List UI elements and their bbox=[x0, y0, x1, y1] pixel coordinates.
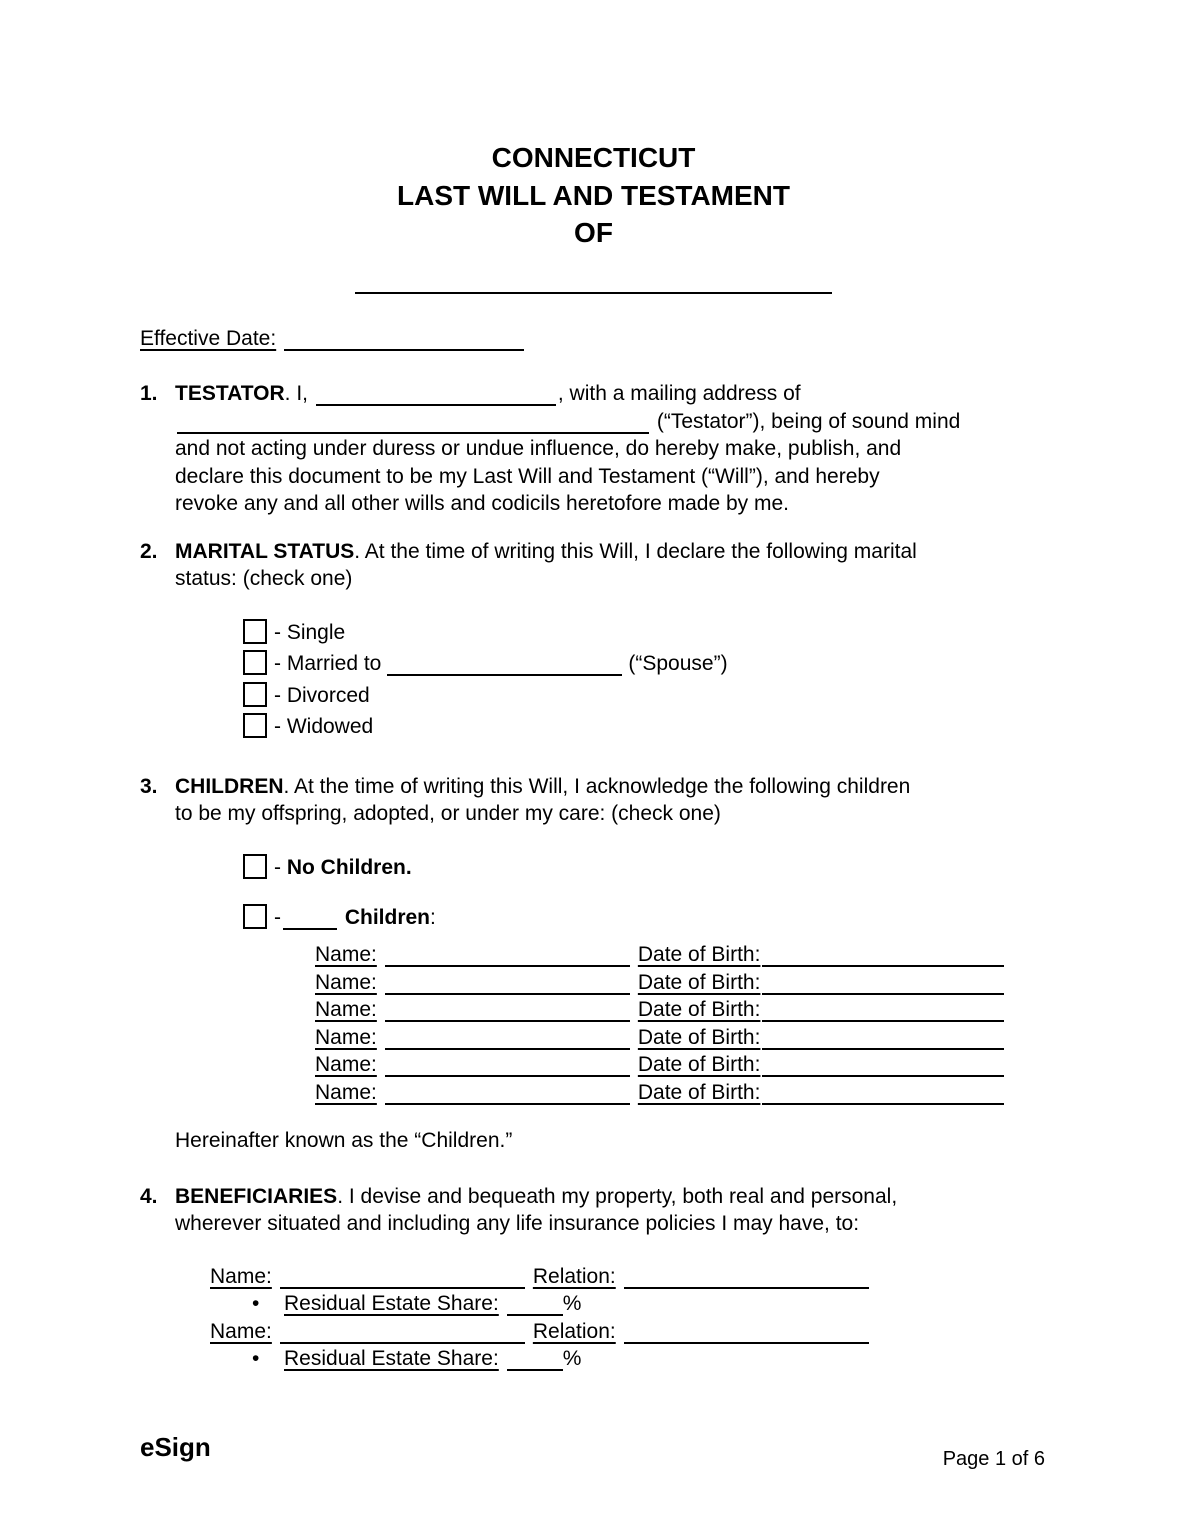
section-marital-status bbox=[140, 538, 1047, 743]
child-dob-label: Date of Birth: bbox=[637, 998, 761, 1022]
child-name-blank[interactable] bbox=[385, 945, 630, 967]
testator-line-5: revoke any and all other wills and codicils heretofore made by me. bbox=[175, 492, 789, 515]
beneficiary-name-label: Name: bbox=[210, 1264, 272, 1288]
residual-share-label: Residual Estate Share: bbox=[284, 1347, 499, 1371]
bullet-icon: • bbox=[252, 1292, 260, 1316]
option-label-spouse: (“Spouse”) bbox=[628, 652, 728, 676]
child-dob-label: Date of Birth: bbox=[637, 1025, 761, 1049]
section-testator-heading: TESTATOR bbox=[175, 382, 285, 405]
percent-sign: % bbox=[562, 1292, 582, 1316]
option-some-children bbox=[243, 902, 1047, 934]
child-dob-blank[interactable] bbox=[762, 1028, 1004, 1050]
some-children-label: Children bbox=[344, 906, 431, 930]
checkbox-some-children[interactable] bbox=[243, 904, 267, 929]
testator-line-3: and not acting under duress or undue influence, do hereby make, publish, and bbox=[175, 437, 902, 460]
testator-text-2: (“Testator”), being of sound mind bbox=[651, 409, 961, 433]
beneficiaries-text-1: . I devise and bequeath my property, both real and personal, bbox=[337, 1184, 898, 1208]
children-list bbox=[315, 941, 1047, 1106]
children-text-1: . At the time of writing this Will, I acknowledge the following children bbox=[283, 774, 911, 798]
title-line-state: CONNECTICUT bbox=[491, 142, 696, 173]
beneficiary-name-blank[interactable] bbox=[280, 1322, 525, 1344]
section-children bbox=[140, 773, 1047, 1155]
marital-line-1 bbox=[175, 538, 1047, 566]
effective-date-row bbox=[140, 325, 1047, 353]
section-children-number: 3. bbox=[140, 774, 158, 798]
child-name-blank[interactable] bbox=[385, 973, 630, 995]
page-number-indicator: Page 1 of 6 bbox=[942, 1448, 1045, 1470]
testator-address-blank[interactable] bbox=[177, 412, 649, 434]
marital-line-2: status: (check one) bbox=[175, 567, 353, 590]
testator-text-1a: . I, bbox=[284, 382, 314, 405]
beneficiary-relation-blank[interactable] bbox=[624, 1267, 869, 1289]
bullet-icon: • bbox=[252, 1347, 260, 1371]
children-hereinafter-note: Hereinafter known as the “Children.” bbox=[175, 1129, 513, 1153]
residual-share-blank[interactable] bbox=[507, 1349, 563, 1371]
child-dob-label: Date of Birth: bbox=[637, 1053, 761, 1077]
children-line-1 bbox=[175, 773, 1047, 801]
child-name-blank[interactable] bbox=[385, 1055, 630, 1077]
testator-name-inline-blank[interactable] bbox=[316, 384, 556, 406]
title-line-of: OF bbox=[574, 217, 613, 248]
beneficiary-1-row bbox=[210, 1263, 1047, 1291]
marital-option-single bbox=[243, 617, 1047, 649]
child-row-2 bbox=[315, 969, 1047, 997]
effective-date-label: Effective Date: bbox=[140, 326, 277, 350]
child-row-6 bbox=[315, 1079, 1047, 1107]
beneficiary-relation-label: Relation: bbox=[532, 1319, 616, 1343]
checkbox-divorced[interactable] bbox=[243, 682, 267, 707]
child-name-label: Name: bbox=[315, 998, 377, 1022]
section-testator-number: 1. bbox=[140, 382, 158, 405]
section-testator bbox=[140, 380, 1047, 518]
residual-share-label: Residual Estate Share: bbox=[284, 1292, 499, 1316]
percent-sign: % bbox=[562, 1347, 582, 1371]
child-name-label: Name: bbox=[315, 943, 377, 967]
beneficiaries-line-2: wherever situated and including any life insurance policies I may have, to: bbox=[175, 1212, 860, 1236]
beneficiary-relation-label: Relation: bbox=[532, 1264, 616, 1288]
checkbox-no-children[interactable] bbox=[243, 854, 267, 879]
checkbox-single[interactable] bbox=[243, 619, 267, 644]
marital-option-widowed bbox=[243, 711, 1047, 743]
esign-logo: eSign bbox=[140, 1432, 211, 1462]
spouse-name-blank[interactable] bbox=[387, 654, 622, 676]
beneficiary-1-share-row bbox=[252, 1290, 1047, 1318]
beneficiary-entries bbox=[175, 1263, 1047, 1373]
child-row-3 bbox=[315, 996, 1047, 1024]
testator-line-2 bbox=[175, 408, 1047, 436]
marital-text-1: . At the time of writing this Will, I declare the following marital bbox=[354, 539, 917, 563]
marital-option-married bbox=[243, 648, 1047, 680]
option-label-married: - Married to bbox=[274, 652, 382, 676]
child-dob-label: Date of Birth: bbox=[637, 943, 761, 967]
beneficiary-relation-blank[interactable] bbox=[624, 1322, 869, 1344]
no-children-dash: - bbox=[274, 855, 281, 879]
marital-option-divorced bbox=[243, 680, 1047, 712]
beneficiaries-line-1 bbox=[175, 1183, 1047, 1211]
child-dob-label: Date of Birth: bbox=[637, 1080, 761, 1104]
testator-text-1b: , with a mailing address of bbox=[557, 382, 801, 405]
child-name-blank[interactable] bbox=[385, 1028, 630, 1050]
title-line-document-type: LAST WILL AND TESTAMENT bbox=[397, 179, 790, 211]
child-name-label: Name: bbox=[315, 1053, 377, 1077]
option-label-widowed: - Widowed bbox=[274, 715, 374, 739]
document-title bbox=[140, 139, 1047, 252]
no-children-label: No Children. bbox=[286, 855, 412, 879]
child-name-blank[interactable] bbox=[385, 1000, 630, 1022]
checkbox-married[interactable] bbox=[243, 650, 267, 675]
beneficiary-2-share-row bbox=[252, 1345, 1047, 1373]
child-dob-blank[interactable] bbox=[762, 945, 1004, 967]
section-beneficiaries-number: 4. bbox=[140, 1184, 158, 1208]
section-children-heading: CHILDREN bbox=[175, 774, 284, 798]
child-row-5 bbox=[315, 1051, 1047, 1079]
child-dob-blank[interactable] bbox=[762, 1055, 1004, 1077]
option-label-divorced: - Divorced bbox=[274, 683, 370, 707]
option-label-single: - Single bbox=[274, 620, 346, 644]
child-dob-label: Date of Birth: bbox=[637, 970, 761, 994]
effective-date-blank-line[interactable] bbox=[284, 329, 524, 351]
option-no-children bbox=[243, 852, 1047, 884]
child-name-label: Name: bbox=[315, 1025, 377, 1049]
marital-options bbox=[243, 617, 1047, 743]
child-row-4 bbox=[315, 1024, 1047, 1052]
child-dob-blank[interactable] bbox=[762, 1000, 1004, 1022]
beneficiary-2-row bbox=[210, 1318, 1047, 1346]
beneficiary-name-blank[interactable] bbox=[280, 1267, 525, 1289]
child-name-label: Name: bbox=[315, 970, 377, 994]
testator-line-1 bbox=[175, 380, 1047, 408]
checkbox-widowed[interactable] bbox=[243, 713, 267, 738]
beneficiary-name-label: Name: bbox=[210, 1319, 272, 1343]
child-dob-blank[interactable] bbox=[762, 1083, 1004, 1105]
testator-line-4: declare this document to be my Last Will and Testament (“Will”), and hereby bbox=[175, 464, 880, 488]
testator-name-blank-line[interactable] bbox=[355, 292, 832, 294]
some-children-dash: - bbox=[274, 906, 281, 930]
children-count-blank[interactable] bbox=[283, 908, 337, 930]
residual-share-blank[interactable] bbox=[507, 1294, 563, 1316]
children-line-2: to be my offspring, adopted, or under my care: (check one) bbox=[175, 802, 721, 826]
section-beneficiaries bbox=[140, 1183, 1047, 1373]
some-children-colon: : bbox=[430, 906, 436, 930]
section-marital-number: 2. bbox=[140, 539, 158, 563]
child-name-label: Name: bbox=[315, 1080, 377, 1104]
child-name-blank[interactable] bbox=[385, 1083, 630, 1105]
child-dob-blank[interactable] bbox=[762, 973, 1004, 995]
section-beneficiaries-heading: BENEFICIARIES bbox=[175, 1184, 338, 1208]
child-row-1 bbox=[315, 941, 1047, 969]
section-marital-heading: MARITAL STATUS bbox=[175, 539, 355, 563]
